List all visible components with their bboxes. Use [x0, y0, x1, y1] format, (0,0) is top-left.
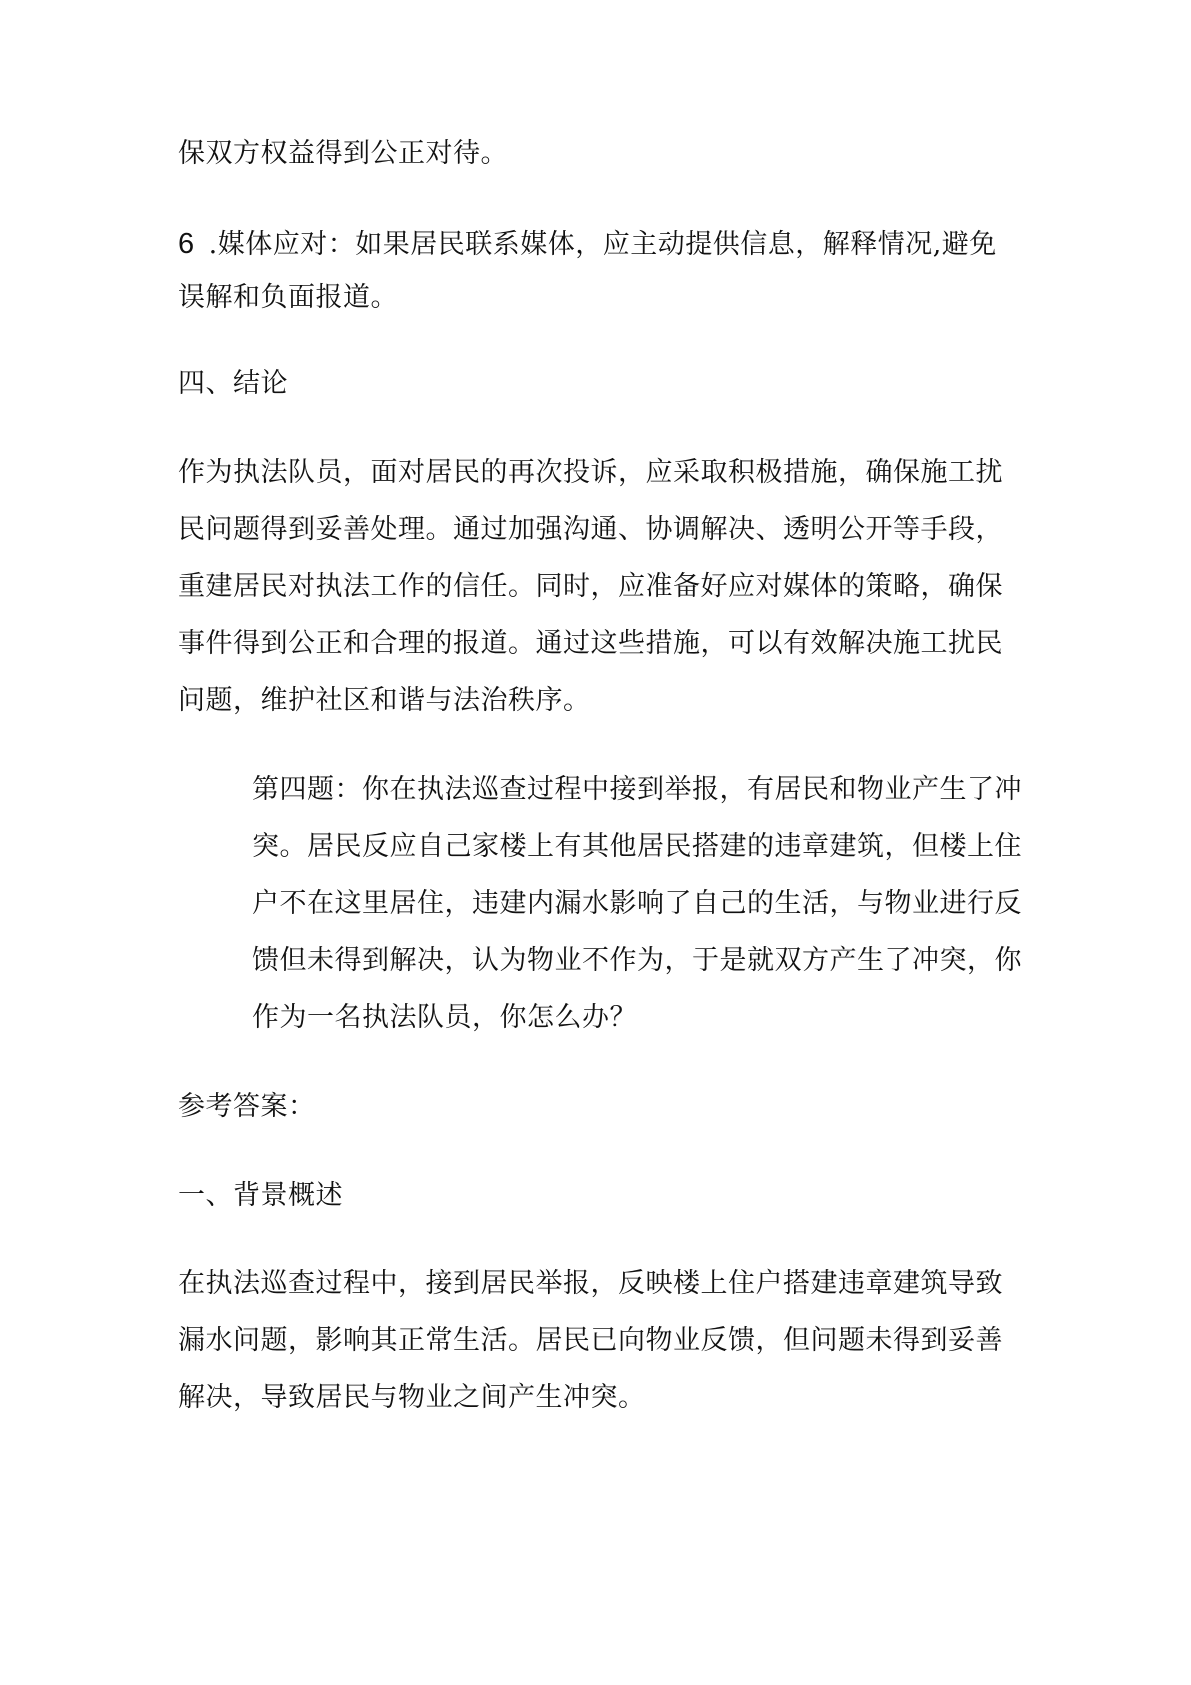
- question-line: 馈但未得到解决，认为物业不作为，于是就双方产生了冲突，你: [252, 945, 1022, 976]
- paragraph-line: 在执法巡查过程中，接到居民举报，反映楼上住户搭建违章建筑导致: [178, 1268, 1003, 1299]
- question-line: 第四题：你在执法巡查过程中接到举报，有居民和物业产生了冲: [252, 774, 1022, 805]
- paragraph-line: 误解和负面报道。: [178, 282, 398, 313]
- paragraph-line: 事件得到公正和合理的报道。通过这些措施，可以有效解决施工扰民: [178, 628, 1003, 659]
- list-item-6: [178, 226, 997, 263]
- paragraph-line: 民问题得到妥善处理。通过加强沟通、协调解决、透明公开等手段，: [178, 514, 1003, 545]
- paragraph-line: 作为执法队员，面对居民的再次投诉，应采取积极措施，确保施工扰: [178, 457, 1003, 488]
- question-line: 户不在这里居住，违建内漏水影响了自己的生活，与物业进行反: [252, 888, 1022, 919]
- paragraph-line: 解决，导致居民与物业之间产生冲突。: [178, 1382, 646, 1413]
- question-line: 作为一名执法队员，你怎么办？: [252, 1002, 637, 1033]
- paragraph-line: 问题，维护社区和谐与法治秩序。: [178, 685, 591, 716]
- list-item-text: .媒体应对：如果居民联系媒体，应主动提供信息，解释情况,避免: [208, 229, 997, 260]
- paragraph-line: 重建居民对执法工作的信任。同时，应准备好应对媒体的策略，确保: [178, 571, 1003, 602]
- paragraph-line: 漏水问题，影响其正常生活。居民已向物业反馈，但问题未得到妥善: [178, 1325, 1003, 1356]
- answer-label: 参考答案：: [178, 1091, 316, 1122]
- section-heading-background: 一、背景概述: [178, 1180, 343, 1211]
- section-heading-conclusion: 四、结论: [178, 368, 288, 399]
- question-line: 突。居民反应自己家楼上有其他居民搭建的违章建筑，但楼上住: [252, 831, 1022, 862]
- list-number: 6: [178, 228, 195, 260]
- paragraph-line: 保双方权益得到公正对待。: [178, 138, 508, 169]
